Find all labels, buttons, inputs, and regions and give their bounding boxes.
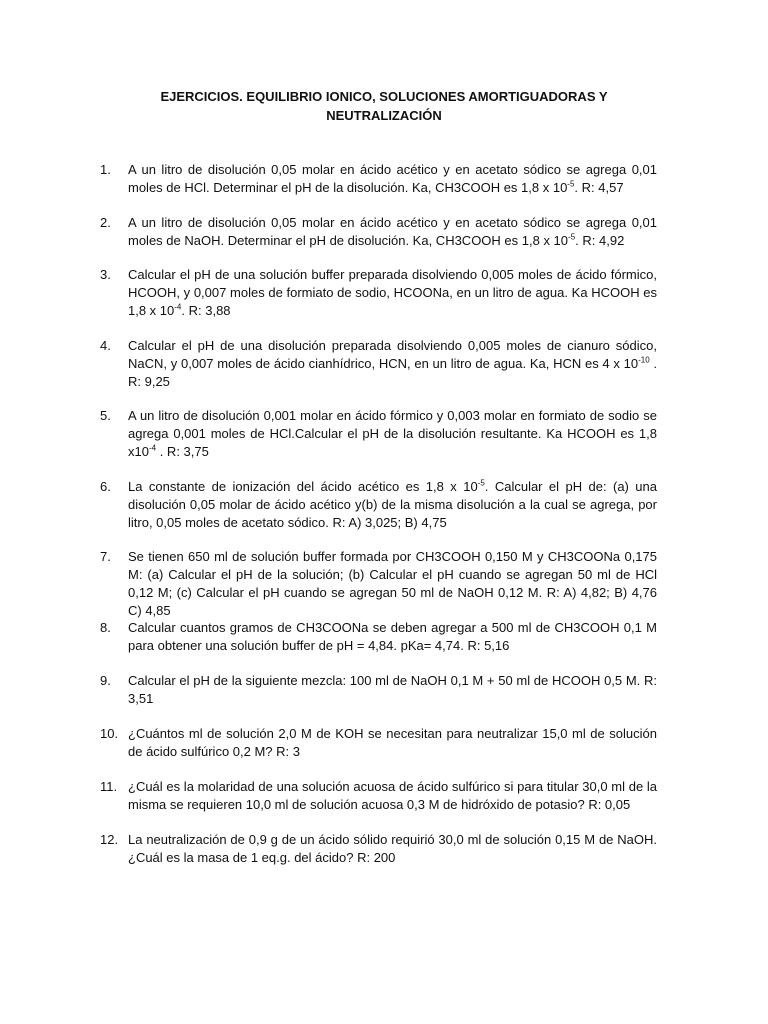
exercise-number: 7.	[100, 549, 111, 564]
exercise-text: ¿Cuál es la molaridad de una solución acuosa de ácido sulfúrico si para titular 30,0 ml de la misma se requieren 10,0 ml de solución acuosa 0,3 M de hidróxido de potasio? R: 0,05	[128, 779, 657, 812]
superscript-exponent: -5	[568, 232, 576, 242]
exercise-number: 11.	[100, 779, 118, 794]
superscript-exponent: -10	[638, 355, 650, 365]
exercise-number: 1.	[100, 162, 111, 177]
exercise-number: 9.	[100, 673, 111, 688]
exercise-text: A un litro de disolución 0,05 molar en ácido acético y en acetato sódico se agrega 0,01 moles de HCl. Determinar el pH de la disolución. Ka, CH3COOH es 1,8 x $10^{-5}$. R: 4,57	[128, 162, 657, 195]
exercise-number: 6.	[100, 479, 111, 494]
exercise-number: 2.	[100, 215, 111, 230]
exercise-text: ¿Cuántos ml de solución 2,0 M de KOH se necesitan para neutralizar 15,0 ml de solución de ácido sulfúrico 0,2 M? R: 3	[128, 726, 657, 759]
exercise-text: Calcular cuantos gramos de CH3COONa se deben agregar a 500 ml de CH3COOH 0,1 M para obtener una solución buffer de pH = 4,84. pKa= 4,74. R: 5,16	[128, 620, 657, 653]
exercise-number: 5.	[100, 408, 111, 423]
exercise-text: Se tienen 650 ml de solución buffer formada por CH3COOH 0,150 M y CH3COONa 0,175 M: (a) Calcular el pH de la solución; (b) Calcular el pH cuando se agregan 50 ml de HCl 0,12 M; (c) Calcular el pH cuando se agregan 50 ml de NaOH 0,12 M. R: A) 4,82; B) 4,76 C) 4,85	[128, 549, 657, 618]
title-line-1: EJERCICIOS. EQUILIBRIO IONICO, SOLUCIONES AMORTIGUADORAS Y	[160, 89, 608, 104]
exercise-number: 3.	[100, 267, 111, 282]
superscript-exponent: -5	[477, 478, 485, 488]
exercise-number: 4.	[100, 338, 111, 353]
exercise-number: 8.	[100, 620, 111, 635]
title-line-2: NEUTRALIZACIÓN	[326, 108, 442, 123]
exercise-number: 12.	[100, 832, 119, 847]
exercise-text: Calcular el pH de la siguiente mezcla: 100 ml de NaOH 0,1 M + 50 ml de HCOOH 0,5 M. R: 3,51	[128, 673, 657, 706]
exercise-text: La neutralización de 0,9 g de un ácido sólido requirió 30,0 ml de solución 0,15 M de NaOH. ¿Cuál es la masa de 1 eq.g. del ácido? R: 200	[128, 832, 657, 865]
document-title	[140, 87, 628, 125]
superscript-exponent: -4	[148, 443, 157, 453]
exercise-text: La constante de ionización del ácido acético es 1,8 x $10^{-5}$. Calcular el pH de: (a) una disolución 0,05 molar de ácido acético y(b) de la misma disolución a la cual se agrega, por litro, 0,05 moles de acetato sódico. R: A) 3,025; B) 4,75	[128, 478, 657, 530]
superscript-exponent: -4	[174, 302, 182, 312]
exercise-text: Calcular el pH de una disolución preparada disolviendo 0,005 moles de cianuro sódico, NaCN, y 0,007 moles de ácido cianhídrico, HCN, en un litro de agua. Ka, HCN es 4 x $10^{-10}$ . R: 9,25	[128, 338, 657, 389]
exercise-text: A un litro de disolución 0,05 molar en ácido acético y en acetato sódico se agrega 0,01 moles de NaOH. Determinar el pH de disolución. Ka, CH3COOH es 1,8 x $10^{-5}$. R: 4,92	[128, 215, 657, 248]
exercise-text: Calcular el pH de una solución buffer preparada disolviendo 0,005 moles de ácido fórmico, HCOOH, y 0,007 moles de formiato de sodio, HCOONa, en un litro de agua. Ka HCOOH es 1,8 x $10^{-4}$. R: 3,88	[128, 267, 657, 318]
exercise-number: 10.	[100, 726, 119, 741]
exercise-text: A un litro de disolución 0,001 molar en ácido fórmico y 0,003 molar en formiato de sodio se agrega 0,001 moles de HCl.Calcular el pH de la disolución resultante. Ka HCOOH es 1,8 $x10^{-4}$ . R: 3,75	[128, 408, 657, 459]
superscript-exponent: -5	[567, 179, 575, 189]
